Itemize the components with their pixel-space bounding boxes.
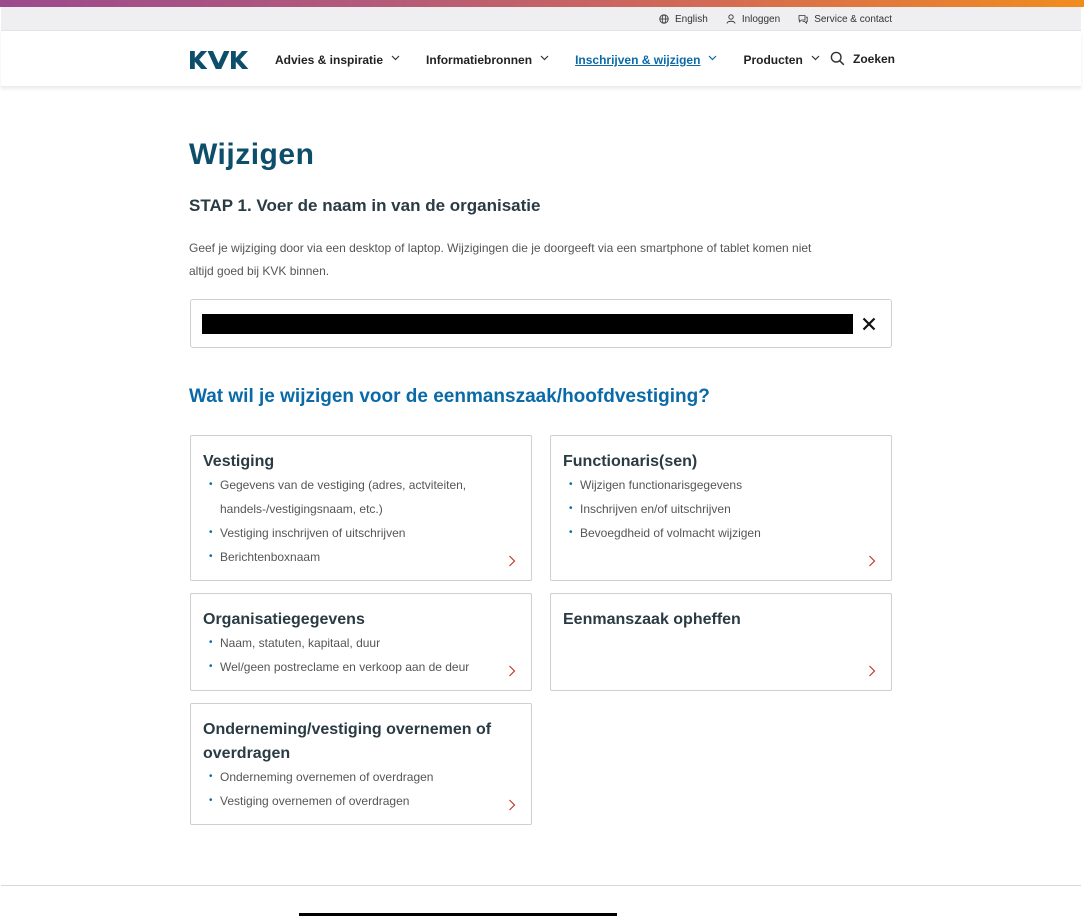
close-icon[interactable]	[860, 315, 878, 333]
list-item: • Onderneming overnemen of overdragen	[203, 765, 503, 789]
list-item: • Wijzigen functionarisgegevens	[563, 473, 873, 497]
card-list	[563, 473, 873, 545]
list-item: • Bevoegdheid of volmacht wijzigen	[563, 521, 873, 545]
page-title: Wijzigen	[189, 138, 315, 171]
login-link[interactable]	[726, 14, 780, 25]
language-label: English	[675, 13, 708, 25]
card-eenmanszaak-opheffen[interactable]	[550, 593, 892, 691]
main-navigation	[1, 31, 1081, 87]
nav-advies-inspiratie[interactable]	[275, 53, 400, 67]
card-title: Functionaris(sen)	[563, 453, 698, 470]
card-list	[203, 473, 503, 569]
chevron-down-icon	[540, 55, 549, 61]
brand-accent-bar	[0, 0, 1084, 7]
card-vestiging[interactable]	[190, 435, 532, 581]
card-organisatiegegevens[interactable]	[190, 593, 532, 691]
chevron-right-icon	[508, 555, 516, 567]
card-title: Onderneming/vestiging overnemen of overdragen	[203, 721, 492, 762]
card-overnemen-overdragen[interactable]	[190, 703, 532, 825]
search-button[interactable]	[830, 51, 895, 66]
nav-label: Producten	[743, 53, 803, 67]
list-item: • Wel/geen postreclame en verkoop aan de deur	[203, 655, 523, 679]
nav-inschrijven-wijzigen[interactable]	[575, 53, 717, 67]
nav-producten[interactable]	[743, 53, 819, 67]
language-link[interactable]	[659, 14, 708, 25]
search-icon	[830, 51, 845, 66]
card-functionarissen[interactable]	[550, 435, 892, 581]
list-item: • Vestiging inschrijven of uitschrijven	[203, 521, 503, 545]
chevron-right-icon	[868, 555, 876, 567]
list-item: • Vestiging overnemen of overdragen	[203, 789, 503, 813]
search-label: Zoeken	[853, 51, 896, 66]
section-question: Wat wil je wijzigen voor de eenmanszaak/hoofdvestiging?	[189, 386, 710, 407]
list-item: • Naam, statuten, kapitaal, duur	[203, 631, 523, 655]
nav-label: Inschrijven & wijzigen	[575, 53, 701, 67]
utility-bar	[1, 7, 1081, 31]
login-label: Inloggen	[741, 13, 781, 25]
chevron-down-icon	[811, 55, 820, 61]
list-item: • Berichtenboxnaam	[203, 545, 503, 569]
chevron-down-icon	[708, 55, 717, 61]
chat-icon	[798, 14, 808, 24]
list-item: • Inschrijven en/of uitschrijven	[563, 497, 873, 521]
nav-label: Advies & inspiratie	[275, 53, 384, 67]
card-list	[203, 765, 503, 813]
footer-divider	[1, 885, 1081, 886]
service-contact-label: Service & contact	[814, 13, 892, 25]
organisation-search-box	[190, 299, 892, 348]
card-list	[203, 631, 523, 679]
list-item: • Gegevens van de vestiging (adres, actviteiten, handels-/vestigingsnaam, etc.)	[203, 473, 503, 521]
service-contact-link[interactable]	[798, 14, 892, 25]
user-icon	[726, 14, 736, 24]
card-title: Organisatiegegevens	[203, 611, 365, 628]
chevron-right-icon	[868, 665, 876, 677]
globe-icon	[659, 14, 669, 24]
organisation-name-input[interactable]	[202, 314, 853, 334]
card-title: Eenmanszaak opheffen	[563, 611, 741, 628]
step-title: STAP 1. Voer de naam in van de organisatie	[189, 196, 541, 215]
nav-informatiebronnen[interactable]	[426, 53, 549, 67]
kvk-logo[interactable]	[190, 51, 256, 69]
intro-text: Geef je wijziging door via een desktop of laptop. Wijzigingen die je doorgeeft via een smartphone of tablet komen niet altijd goed bij KVK binnen.	[189, 241, 812, 278]
nav-label: Informatiebronnen	[426, 53, 533, 67]
chevron-down-icon	[391, 55, 400, 61]
chevron-right-icon	[508, 665, 516, 677]
card-title: Vestiging	[203, 453, 275, 470]
chevron-right-icon	[508, 799, 516, 811]
